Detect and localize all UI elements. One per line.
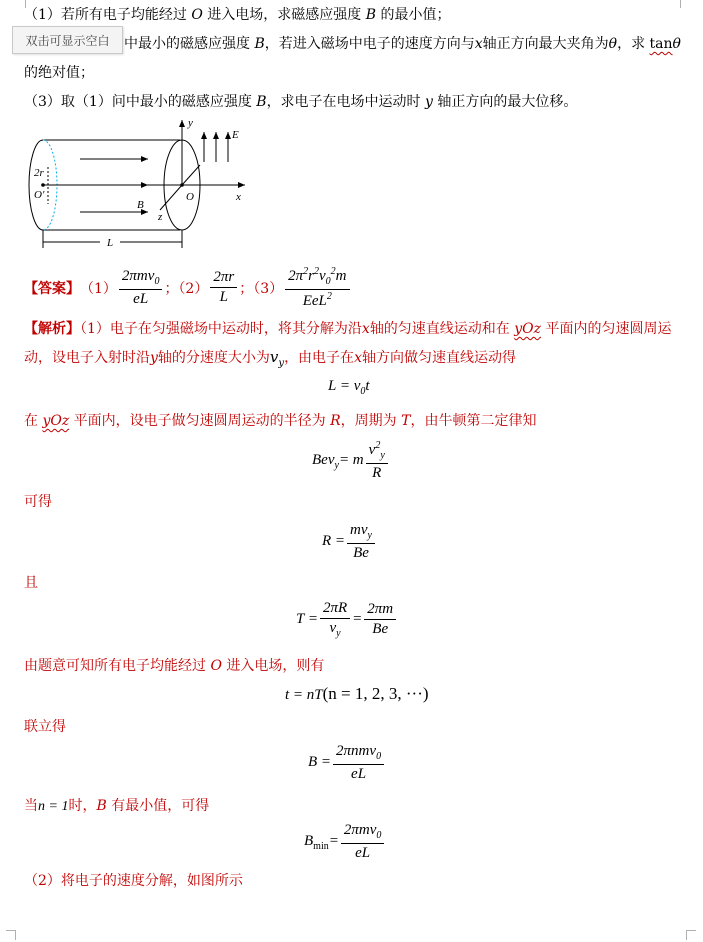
show-whitespace-tooltip[interactable]	[12, 26, 123, 54]
label-o-prime: O′	[34, 189, 45, 201]
analysis-para-1: 【解析】（1）电子在匀强磁场中运动时，将其分解为沿x轴的匀速直线运动和在 yOz 平面内的匀速圆周运	[24, 321, 672, 337]
analysis-para-3: 由题意可知所有电子均能经过 O 进入电场，则有	[24, 658, 325, 674]
equation-lorentz: Bev $_y$ = m $\frac{v^2_y}{R}$	[312, 440, 390, 482]
question-2-line2: 的绝对值；	[24, 65, 94, 81]
answer-1-formula: $\frac{2\pi mv_0}{eL}$	[119, 268, 163, 308]
answer-3-formula: $\frac{2\pi^2r^2v_0^2m}{EeL^2}$	[285, 266, 349, 310]
page-corner-mark	[686, 930, 696, 940]
equation-b-n: B = $\frac{2\pi nmv_0}{eL}$	[308, 743, 386, 783]
tooltip-text: 双击可显示空白	[25, 33, 110, 48]
question-2: 中最小的磁感应强度 B，若进入磁场中电子的速度方向与x轴正方向最大夹角为θ，求 tanθ	[124, 36, 681, 52]
label-e: E	[232, 129, 239, 141]
page-corner-mark	[680, 0, 690, 8]
text-qie: 且	[24, 575, 38, 591]
radius-line	[182, 165, 200, 185]
label-2r: 2r	[34, 167, 44, 179]
equation-t-nT: t = nT(n = 1, 2, 3, ···)	[285, 684, 429, 703]
question-1: （1）若所有电子均能经过 O 进入电场，求磁感应强度 B 的最小值；	[24, 7, 451, 23]
label-b: B	[137, 199, 144, 211]
cylinder-field-diagram	[20, 112, 260, 258]
analysis-para-4: 当n = 1时，B 有最小值，可得	[24, 798, 210, 814]
analysis-para-5: （2）将电子的速度分解，如图所示	[24, 873, 243, 889]
label-x: x	[236, 191, 241, 203]
equation-b-min: B $_{min}$ = $\frac{2\pi mv_0}{eL}$	[304, 822, 386, 862]
origin-point	[180, 183, 184, 187]
analysis-para-1-line2: 动，设电子入射时沿y轴的分速度大小为$v_y$，由电子在x轴方向做匀速直线运动得	[24, 348, 516, 369]
o-prime-point	[41, 183, 45, 187]
equation-radius: R = $\frac{mv_y}{Be}$	[322, 522, 377, 562]
equation-l-v0t: $L = v_0t$	[328, 378, 370, 397]
equation-period: T = $\frac{2\pi R}{v_y}$ = $\frac{2\pi m}{Be}$	[296, 600, 398, 640]
text-kede: 可得	[24, 494, 52, 510]
label-l: L	[107, 237, 114, 249]
text-lianli: 联立得	[24, 719, 66, 735]
label-o: O	[186, 191, 194, 203]
page-corner-mark	[6, 930, 16, 940]
z-axis	[160, 185, 182, 210]
label-z: z	[158, 211, 163, 223]
question-3: （3）取（1）问中最小的磁感应强度 B，求电子在电场中运动时 y 轴正方向的最大位移。	[24, 94, 578, 110]
answer-line: 【答案】 （1） $\frac{2\pi mv_0}{eL}$ ；（2） $\frac{2\pi r}{L}$ ；（3） $\frac{2\pi^2r^2v_0^2m}{EeL^2}$	[24, 266, 352, 310]
answer-2-formula: $\frac{2\pi r}{L}$	[210, 269, 237, 307]
left-ellipse-front	[29, 140, 43, 230]
label-y: y	[188, 117, 193, 129]
analysis-para-2: 在 yOz 平面内，设电子做匀速圆周运动的半径为 R，周期为 T，由牛顿第二定律知	[24, 413, 537, 429]
